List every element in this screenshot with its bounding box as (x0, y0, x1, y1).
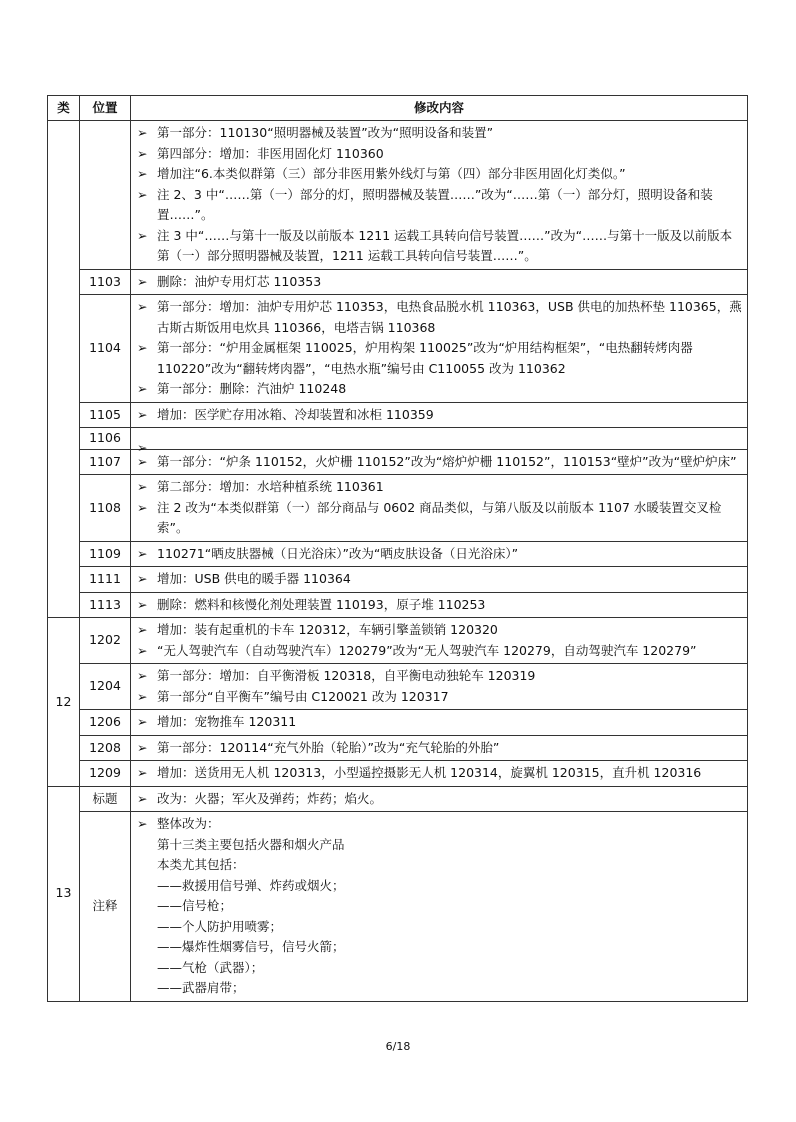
header-position: 位置 (80, 96, 131, 121)
change-text: “无人驾驶汽车（自动驾驶汽车）120279”改为“无人驾驶汽车 120279，自动驾驶汽车 120279” (157, 642, 697, 658)
class-cell: 13 (48, 786, 80, 1001)
change-text: 注 2、3 中“……第（一）部分的灯，照明器械及装置……”改为“……第（一）部分灯，照明设备和装置……”。 (157, 186, 713, 222)
position-cell: 1108 (80, 475, 131, 542)
position-cell: 1103 (80, 269, 131, 295)
change-item (137, 544, 743, 565)
change-item (137, 272, 743, 293)
class-cell (48, 121, 80, 618)
content-cell (131, 735, 748, 761)
change-text: 第一部分：“炉用金属框架 110025，炉用构架 110025”改为“炉用结构框架”，“电热翻转烤肉器 110220”改为“翻转烤肉器”，“电热水瓶”编号由 C110055 改为 110362 (157, 340, 693, 376)
change-item (137, 666, 743, 687)
content-cell (131, 295, 748, 403)
change-item (137, 164, 743, 185)
note-line: ——气枪（武器）； (157, 959, 264, 975)
change-text: 增加：医学贮存用冰箱、冷却装置和冰柜 110359 (157, 406, 434, 422)
change-text: 第一部分：120114“充气外胎（轮胎）”改为“充气轮胎的外胎” (157, 739, 500, 755)
table-row (48, 402, 748, 428)
change-text: 删除：油炉专用灯芯 110353 (157, 273, 322, 289)
table-row (48, 664, 748, 710)
bullet-icon: ➢ (137, 545, 148, 561)
bullet-icon: ➢ (137, 642, 148, 658)
change-text: 第一部分：110130“照明器械及装置”改为“照明设备和装置” (157, 125, 494, 140)
bullet-icon: ➢ (137, 816, 148, 831)
content-cell (131, 812, 748, 1002)
bullet-icon: ➢ (137, 145, 148, 161)
bullet-icon: ➢ (137, 381, 148, 396)
change-text: 整体改为： (157, 816, 220, 831)
position-cell: 1208 (80, 735, 131, 761)
bullet-icon: ➢ (137, 227, 148, 243)
position-cell: 1106 (80, 428, 131, 450)
change-item (137, 379, 743, 400)
header-class: 类 (48, 96, 80, 121)
bullet-icon: ➢ (137, 739, 148, 755)
position-cell: 1109 (80, 541, 131, 567)
bullet-icon: ➢ (137, 499, 148, 515)
change-text: 增加：USB 供电的暖手器 110364 (157, 571, 351, 586)
table-row (48, 710, 748, 736)
table-row (48, 592, 748, 618)
position-cell: 1107 (80, 449, 131, 475)
header-content: 修改内容 (131, 96, 748, 121)
bullet-icon: ➢ (137, 668, 148, 683)
content-cell (131, 567, 748, 593)
bullet-icon: ➢ (137, 688, 148, 704)
position-cell: 1113 (80, 592, 131, 618)
note-line: ——信号枪； (157, 898, 233, 913)
note-line: ——救援用信号弹、炸药或烟火； (157, 877, 345, 893)
position-cell: 1202 (80, 618, 131, 664)
content-cell (131, 786, 748, 812)
change-item (137, 338, 743, 379)
bullet-icon: ➢ (137, 186, 148, 202)
change-item (137, 595, 743, 616)
bullet-icon: ➢ (137, 790, 148, 806)
bullet-icon: ➢ (137, 406, 148, 422)
table-row (48, 541, 748, 567)
note-line: 第十三类主要包括火器和烟火产品 (157, 836, 345, 852)
change-text: 第一部分：增加：油炉专用炉芯 110353，电热食品脱水机 110363，USB 供电的加热杯垫 110365，燕古斯古斯饭用电炊具 110366，电塔吉锅 110368 (157, 299, 742, 335)
note-line: ——个人防护用喷雾； (157, 918, 283, 934)
change-item (137, 641, 743, 662)
table-row (48, 761, 748, 787)
change-item (137, 498, 743, 539)
position-cell: 注释 (80, 812, 131, 1002)
content-cell (131, 710, 748, 736)
content-cell (131, 269, 748, 295)
content-cell (131, 121, 748, 270)
content-cell (131, 618, 748, 664)
bullet-icon: ➢ (137, 440, 148, 456)
table-row (48, 812, 748, 1002)
change-text: 第一部分“自平衡车”编号由 C120021 改为 120317 (157, 688, 449, 704)
table-row (48, 449, 748, 475)
table-header-row (48, 96, 748, 121)
change-text: 第一部分：“炉条 110152，火炉栅 110152”改为“熔炉炉栅 110152”，110153“壁炉”改为“壁炉炉床” (157, 453, 737, 469)
table-row (48, 295, 748, 403)
content-cell (131, 664, 748, 710)
bullet-icon: ➢ (137, 714, 148, 729)
note-line: ——爆炸性烟雾信号，信号火箭； (157, 939, 345, 954)
change-item (137, 569, 743, 590)
change-item (137, 477, 743, 498)
bullet-icon: ➢ (137, 340, 148, 355)
change-item (137, 405, 743, 426)
table-row (48, 121, 748, 270)
bullet-icon: ➢ (137, 596, 148, 612)
content-cell (131, 592, 748, 618)
bullet-icon: ➢ (137, 479, 148, 494)
change-item (137, 712, 743, 733)
bullet-icon: ➢ (137, 453, 148, 469)
change-item (137, 185, 743, 226)
change-item (137, 814, 743, 835)
change-text: 增加：宠物推车 120311 (157, 714, 297, 729)
content-cell (131, 761, 748, 787)
content-cell (131, 449, 748, 475)
content-cell (131, 541, 748, 567)
change-item (137, 763, 743, 784)
change-text: 删除：燃料和核慢化剂处理装置 110193，原子堆 110253 (157, 596, 486, 612)
position-cell (80, 121, 131, 270)
bullet-icon: ➢ (137, 273, 148, 289)
position-cell: 1206 (80, 710, 131, 736)
change-item (137, 144, 743, 165)
position-cell: 1105 (80, 402, 131, 428)
position-cell: 1204 (80, 664, 131, 710)
table-row (48, 269, 748, 295)
content-cell (131, 402, 748, 428)
bullet-icon: ➢ (137, 166, 148, 181)
change-text: 注 2 改为“本类似群第（一）部分商品与 0602 商品类似，与第八版及以前版本 1107 水暖装置交叉检索”。 (157, 499, 722, 535)
bullet-icon: ➢ (137, 622, 148, 637)
change-text: 110271“晒皮肤器械（日光浴床）”改为“晒皮肤设备（日光浴床）” (157, 545, 519, 561)
amendment-table (47, 95, 748, 1002)
table-row (48, 567, 748, 593)
position-cell: 1111 (80, 567, 131, 593)
change-item (137, 738, 743, 759)
change-item (137, 620, 743, 641)
bullet-icon: ➢ (137, 571, 148, 586)
table-row (48, 428, 748, 450)
bullet-icon: ➢ (137, 299, 148, 314)
class-cell: 12 (48, 618, 80, 787)
change-text: 改为：火器；军火及弹药；炸药；焰火。 (157, 790, 383, 806)
note-line: 本类尤其包括： (157, 857, 245, 872)
table-row (48, 618, 748, 664)
change-text: 注 3 中“……与第十一版及以前版本 1211 运载工具转向信号装置……”改为“……与第十一版及以前版本第（一）部分照明器械及装置，1211 运载工具转向信号装置……”。 (157, 227, 733, 263)
change-item (137, 123, 743, 144)
change-item (137, 226, 743, 267)
position-cell: 1104 (80, 295, 131, 403)
table-row (48, 735, 748, 761)
change-text: 增加：装有起重机的卡车 120312，车辆引擎盖锁销 120320 (157, 622, 498, 637)
page-number: 6/18 (385, 1040, 411, 1053)
change-item (137, 452, 743, 473)
change-item (137, 687, 743, 708)
change-text: 第一部分：增加：自平衡滑板 120318，自平衡电动独轮车 120319 (157, 668, 536, 683)
change-item (137, 297, 743, 338)
change-item (137, 789, 743, 810)
change-text: 增加：送货用无人机 120313，小型遥控摄影无人机 120314，旋翼机 120315，直升机 120316 (157, 765, 702, 780)
bullet-icon: ➢ (137, 125, 148, 140)
change-text: 第一部分：删除：汽油炉 110248 (157, 381, 347, 396)
content-cell (131, 428, 748, 456)
position-cell: 标题 (80, 786, 131, 812)
note-line: ——武器肩带； (157, 980, 245, 995)
table-row (48, 786, 748, 812)
position-cell: 1209 (80, 761, 131, 787)
change-text: 增加注“6.本类似群第（三）部分非医用紫外线灯与第（四）部分非医用固化灯类似。” (157, 166, 626, 181)
change-text: 第二部分：增加：水培种植系统 110361 (157, 479, 384, 494)
change-text: 第四部分：增加：非医用固化灯 110360 (157, 145, 384, 161)
bullet-icon: ➢ (137, 765, 148, 780)
content-cell (131, 475, 748, 542)
table-row (48, 475, 748, 542)
